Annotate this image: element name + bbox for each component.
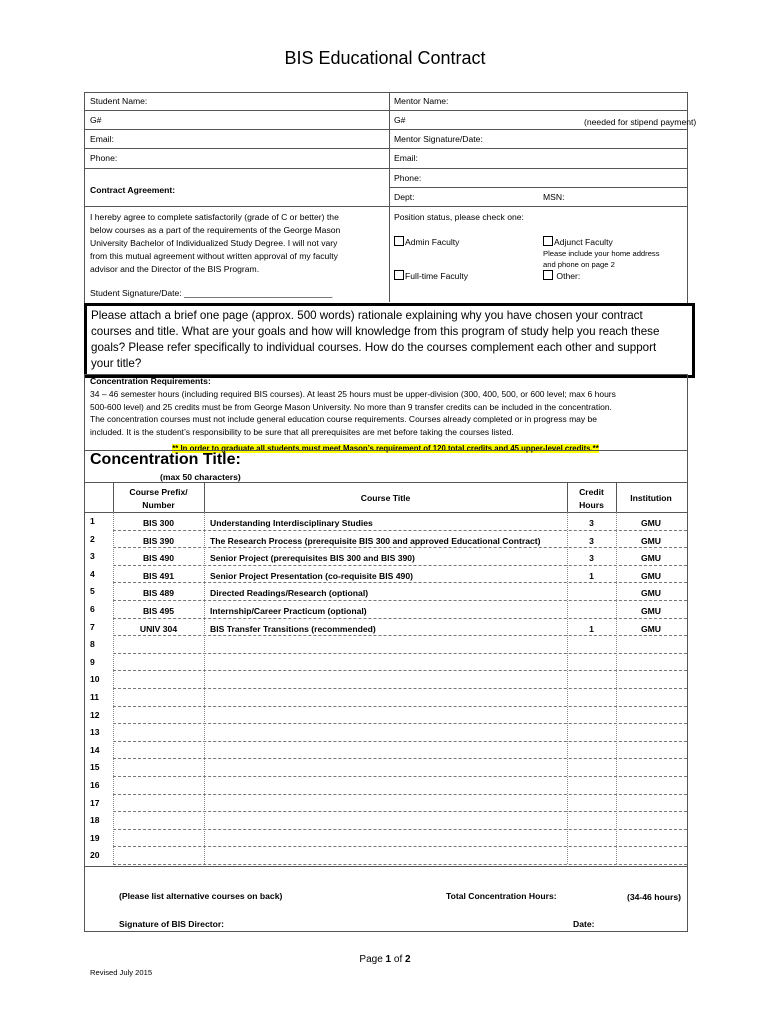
credit-hours-cell[interactable]: 1	[589, 623, 594, 634]
concentration-title-label[interactable]: Concentration Title:	[90, 451, 241, 468]
course-prefix-cell[interactable]: BIS 300	[142, 518, 175, 528]
course-title-cell[interactable]: Directed Readings/Research (optional)	[210, 588, 369, 599]
contract-agreement-label: Contract Agreement:	[90, 185, 176, 195]
institution-cell[interactable]: GMU	[640, 588, 662, 599]
agreement-text: I hereby agree to complete satisfactorily (grade of C or better) the below courses as a part of the requirements of the George Mason University Bachelor of Individualized Study Degree. I will not vary from this mutual agreement without written approval of my faculty advisor and the Director of the BIS Program.	[90, 212, 341, 274]
course-prefix-cell[interactable]: UNIV 304	[139, 623, 178, 634]
admin-faculty-option[interactable]: Admin Faculty	[394, 236, 459, 247]
row-number: 5	[90, 586, 95, 597]
course-prefix-cell[interactable]: BIS 489	[142, 588, 175, 599]
total-hours-label: Total Concentration Hours:	[446, 891, 557, 901]
admin-faculty-checkbox[interactable]	[394, 236, 404, 246]
director-signature-field[interactable]: Signature of BIS Director:	[119, 919, 225, 929]
student-email-field[interactable]: Email:	[90, 134, 114, 144]
institution-cell[interactable]: GMU	[640, 518, 662, 528]
mentor-g-number-field[interactable]: G#	[394, 115, 406, 125]
mentor-name-field[interactable]: Mentor Name:	[394, 96, 449, 106]
position-status-label: Position status, please check one:	[394, 212, 524, 222]
other-checkbox[interactable]	[543, 270, 553, 280]
row-number: 8	[90, 639, 95, 650]
rationale-instructions: Please attach a brief one page (approx. 500 words) rationale explaining why you have chosen your contract courses and title. What are your goals and how will knowledge from this program of study help you reach these goals? Please refer specifically to individual courses. How do the courses complement each other and support your title?	[84, 303, 695, 378]
row-number: 4	[90, 568, 95, 579]
institution-cell[interactable]: GMU	[640, 623, 662, 634]
other-option[interactable]: Other:	[543, 270, 580, 281]
header-institution: Institution	[630, 493, 672, 503]
alternative-courses-note: (Please list alternative courses on back)	[119, 891, 283, 901]
stipend-note: (needed for stipend payment)	[584, 117, 697, 127]
row-number: 12	[90, 709, 100, 720]
header-prefix: Course Prefix/ Number	[129, 487, 188, 510]
row-number: 15	[90, 762, 100, 773]
mentor-email-field[interactable]: Email:	[394, 153, 418, 163]
adjunct-note: Please include your home address and phone on page 2	[543, 249, 660, 269]
row-number: 16	[90, 780, 100, 790]
header-credit-hours: Credit Hours	[579, 487, 604, 510]
student-signature-field[interactable]: Student Signature/Date: _______________________________	[90, 288, 333, 298]
course-prefix-cell[interactable]: BIS 491	[142, 570, 175, 581]
course-prefix-cell[interactable]: BIS 390	[142, 535, 175, 546]
mentor-phone-field[interactable]: Phone:	[394, 173, 422, 183]
credit-hours-cell[interactable]: 3	[589, 553, 594, 564]
course-title-cell[interactable]: Understanding Interdisciplinary Studies	[210, 518, 373, 528]
student-g-number-field[interactable]: G#	[90, 115, 102, 125]
institution-cell[interactable]: GMU	[640, 606, 662, 616]
row-number: 6	[90, 604, 95, 614]
total-hours-range: (34-46 hours)	[627, 892, 681, 902]
row-number: 10	[90, 674, 100, 685]
student-name-field[interactable]: Student Name:	[90, 96, 148, 106]
course-title-cell[interactable]: BIS Transfer Transitions (recommended)	[210, 623, 376, 634]
adjunct-faculty-option[interactable]: Adjunct Faculty	[543, 236, 613, 247]
credit-hours-cell[interactable]: 1	[589, 570, 594, 581]
course-title-cell[interactable]: Internship/Career Practicum (optional)	[210, 606, 367, 616]
row-number: 9	[90, 656, 95, 667]
graduation-requirement-note: ** In order to graduate all students must meet Mason’s requirement of 120 total credits and 45 upper-level credits.**	[172, 444, 599, 453]
course-prefix-cell[interactable]: BIS 495	[142, 606, 175, 616]
row-number: 3	[90, 551, 95, 562]
course-title-cell[interactable]: Senior Project (prerequisites BIS 300 and BIS 390)	[210, 553, 415, 564]
requirements-text: 34 – 46 semester hours (including required BIS courses). At least 25 hours must be upper-division (300, 400, 500, or 600 level; max 6 hours 500-600 level) and 25 credits must be from George Mason University. No more than 9 transfer credits can be included in the concentration. The concentration courses must not include general education course requirements. Courses already completed or in progress may be included. It is the student’s responsibility to be sure that all prerequisites are met before taking the courses listed.	[90, 389, 616, 437]
row-number: 14	[90, 744, 100, 755]
institution-cell[interactable]: GMU	[640, 535, 662, 546]
dept-field[interactable]: Dept:	[394, 192, 415, 202]
row-number: 1	[90, 516, 95, 526]
course-title-cell[interactable]: The Research Process (prerequisite BIS 300 and approved Educational Contract)	[210, 535, 541, 546]
row-number: 11	[90, 692, 100, 702]
fulltime-faculty-checkbox[interactable]	[394, 270, 404, 280]
fulltime-faculty-option[interactable]: Full-time Faculty	[394, 270, 468, 281]
credit-hours-cell[interactable]: 3	[589, 535, 594, 546]
student-phone-field[interactable]: Phone:	[90, 153, 118, 163]
row-number: 17	[90, 797, 100, 808]
requirements-heading: Concentration Requirements:	[90, 376, 211, 386]
adjunct-faculty-checkbox[interactable]	[543, 236, 553, 246]
credit-hours-cell[interactable]: 3	[589, 518, 594, 528]
institution-cell[interactable]: GMU	[640, 570, 662, 581]
row-number: 19	[90, 832, 100, 843]
header-course-title: Course Title	[360, 493, 411, 503]
max-characters-note: (max 50 characters)	[160, 472, 241, 482]
msn-field[interactable]: MSN:	[543, 192, 565, 202]
page-title: BIS Educational Contract	[284, 48, 486, 68]
page-number: Page 1 of 2	[359, 954, 411, 965]
course-prefix-cell[interactable]: BIS 490	[142, 553, 175, 564]
row-number: 2	[90, 533, 95, 544]
mentor-signature-field[interactable]: Mentor Signature/Date:	[394, 134, 483, 144]
director-date-field[interactable]: Date:	[573, 919, 595, 929]
row-number: 13	[90, 727, 100, 738]
row-number: 20	[90, 850, 100, 861]
institution-cell[interactable]: GMU	[640, 553, 662, 564]
row-number: 7	[90, 621, 95, 632]
course-title-cell[interactable]: Senior Project Presentation (co-requisite BIS 490)	[210, 570, 413, 581]
row-number: 18	[90, 815, 100, 826]
revised-date: Revised July 2015	[90, 968, 153, 977]
